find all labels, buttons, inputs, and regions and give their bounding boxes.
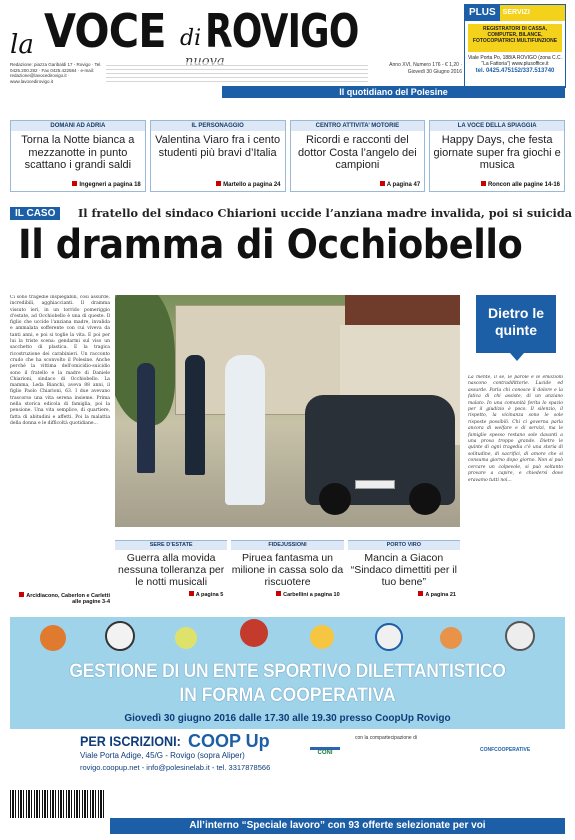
lead-subhead[interactable]: Il fratello del sindaco Chiarioni uccide l’anziana madre invalida, poi si suicida [78, 206, 573, 220]
footer-promo-bar[interactable]: All’interno “Speciale lavoro” con 93 offerte selezionate per voi [110, 818, 565, 834]
sidebar-column [466, 295, 565, 595]
secondary-stories-row [115, 540, 460, 598]
ad-headline-line2: IN FORMA COOPERATIVA [179, 685, 396, 706]
square-bullet-icon [189, 591, 194, 596]
teaser-page-ref: A pagina 47 [380, 181, 420, 188]
ad-contacts[interactable]: rovigo.coopup.net - info@polesinelab.it - tel. 3317878566 [80, 763, 271, 772]
secondary-kicker: SERE D’ESTATE [115, 541, 227, 550]
square-bullet-icon [72, 181, 77, 186]
plus-brand-secondary: SERVIZI [500, 5, 565, 21]
secondary-story[interactable] [115, 540, 227, 598]
teaser-box[interactable] [150, 120, 286, 192]
confcooperative-logo: CONFCOOPERATIVE [480, 747, 531, 753]
ad-address: Viale Porta Adige, 45/G - Rovigo (sopra Aliper) [80, 751, 245, 760]
plus-services: REGISTRATORI DI CASSA, COMPUTER, BILANCE, FOTOCOPIATRICI MULTIFUNZIONE [468, 24, 562, 52]
issue-info: Anno XVI, Numero 176 - € 1,20 · Giovedì 30 Giugno 2016 [389, 62, 462, 75]
ad-date-line: Giovedì 30 giugno 2016 dalle 17.30 alle 19.30 presso CoopUp Rovigo [124, 713, 451, 724]
logo-rovigo: ROVIGO [205, 4, 359, 58]
barcode-icon [10, 790, 105, 818]
square-bullet-icon [216, 181, 221, 186]
masthead [0, 0, 575, 98]
photo-license-plate [355, 480, 395, 489]
photo-officer [185, 355, 205, 475]
square-bullet-icon [19, 592, 24, 597]
sport-ball-icon [375, 623, 403, 651]
square-bullet-icon [380, 181, 385, 186]
coopup-logo: COOP Up [188, 731, 270, 751]
secondary-kicker: FIDEJUSSIONI [231, 541, 343, 550]
coopup-advertisement[interactable] [10, 617, 565, 789]
plus-ad-header [465, 5, 565, 21]
secondary-title: Guerra alla movida nessuna tolleranza per le notti musicali [118, 552, 225, 588]
secondary-title: Piruea fantasma un milione in cassa solo da riscuotere [231, 552, 344, 588]
photo-forensic-investigator [225, 355, 265, 505]
sport-ball-icon [440, 627, 462, 649]
secondary-kicker: PORTO VIRO [348, 541, 460, 550]
logo-voce: VOCE [44, 4, 166, 58]
sidebar-body: La mente, il sé, le parole e le emozioni nascono contraddittorie. Lucide ed assurde. Parla chi conosce il dolore e la fatica di chi assiste, di un anziano malato. In una comunità ferita lo spazio per il giudizio è poco. Il silenzio, il rispetto, la vicinanza sono le sole risposte possibili. Chi ci governa parla ancora di welfare e di servizi, ma le famiglie spesso restano sole davanti a una prova troppo grande. Dietro le quinte di ogni tragedia c'è una storia di solitudine, di sacrifici, di amore che si consuma giorno dopo giorno. Non si può cercare un colpevole, si può soltanto provare a capire, e chiedersi dove eravamo tutti noi... [468, 375, 563, 483]
secondary-story[interactable] [348, 540, 460, 598]
photo-wheel [319, 483, 351, 515]
teaser-kicker: LA VOCE DELLA SPIAGGIA [430, 121, 564, 131]
secondary-title: Mancin a Giacon “Sindaco dimettiti per il tuo bene” [350, 552, 457, 588]
teaser-box[interactable] [429, 120, 565, 192]
sport-ball-icon [240, 619, 268, 647]
teaser-kicker: CENTRO ATTIVITA’ MOTORIE [291, 121, 425, 131]
teaser-box[interactable] [10, 120, 146, 192]
sport-ball-icon [310, 625, 334, 649]
secondary-story[interactable] [231, 540, 343, 598]
logo-di: di [180, 26, 202, 51]
square-bullet-icon [276, 591, 281, 596]
square-bullet-icon [481, 181, 486, 186]
teaser-kicker: DOMANI AD ADRIA [11, 121, 145, 131]
photo-wheel [409, 483, 441, 515]
sport-ball-icon [40, 625, 66, 651]
secondary-page-ref: A pagina 5 [189, 591, 224, 598]
ad-collaboration-label: con la compartecipazione di [355, 735, 417, 741]
square-bullet-icon [418, 591, 423, 596]
tagline-bar: Il quotidiano del Polesine [222, 86, 565, 98]
sidebar-badge[interactable]: Dietro le quinte [476, 295, 556, 353]
masthead-fine-print [106, 62, 368, 84]
ad-sports-balls [10, 617, 565, 657]
sport-ball-icon [505, 621, 535, 651]
lead-byline: Arcidiacono, Caberlon e Carletti alle pagine 3-4 [10, 592, 110, 605]
teaser-row [10, 120, 565, 192]
ad-iscrizioni-title: PER ISCRIZIONI: [80, 733, 181, 749]
teaser-page-ref: Ingegneri a pagina 18 [72, 181, 140, 188]
photo-officer [137, 363, 155, 473]
plus-address: Viale Porta Po, 188/A ROVIGO (zona C.C. “La Fattoria”) www.plusoffice.it [467, 55, 563, 67]
contact-info: Redazione: piazza Garibaldi 17 - Rovigo · Tel. 0425.200.282 · Fax 0425.422584 · e-mail: redazione@lavocedirovigo.it · www.lavocedirovigo.it [10, 62, 102, 84]
teaser-page-ref: Martello a pagina 24 [216, 181, 280, 188]
teaser-page-ref: Roncon alle pagine 14-16 [481, 181, 560, 188]
teaser-title: Valentina Viaro fra i cento studenti più bravi d’Italia [155, 134, 281, 159]
lead-headline[interactable]: Il dramma di Occhiobello [18, 222, 523, 268]
coni-logo: CONI [310, 747, 340, 775]
teaser-kicker: IL PERSONAGGIO [151, 121, 285, 131]
plus-phone: tel. 0425.475152/337.513740 [475, 68, 555, 74]
plus-ad-box[interactable] [464, 4, 566, 88]
section-label: IL CASO [10, 207, 60, 220]
teaser-title: Happy Days, che festa giornate super fra giochi e musica [433, 134, 561, 171]
secondary-page-ref: Carbellini a pagina 10 [276, 591, 340, 598]
lead-subhead-row [10, 206, 573, 222]
teaser-box[interactable] [290, 120, 426, 192]
secondary-page-ref: A pagina 21 [418, 591, 456, 598]
sport-ball-icon [105, 621, 135, 651]
plus-brand: PLUS [465, 5, 500, 21]
logo-la: la [10, 30, 34, 60]
lead-article-body: Ci sono tragedie inspiegabili, così assurde, incredibili, agghiaccianti. Il dramma vissuto ieri, in un torrido pomeriggio d'estate, ad Occhiobello è una di queste. Il figlio che uccide l'anziana madre, invalida e ammalata sofferente con cui viveva da tanti anni, e poi si toglie la vita. E poi per lui la triste scena: gendarmi sul viso un sacchetto di plastica. E la tragica ricostruzione dei carabinieri. Un racconto crudo che ha sconvolto il Polesine. Anche perché la vittima dell'omicidio-suicidio sono il fratello e la madre di Daniele Chiarioni, sindaco di Occhiobello. La mamma, Leda Bianchi, aveva 88 anni, il figlio Paolo Chiarioni, 63. I due avevano trascorso una vita serena insieme. Prima nella storica edicola di famiglia, poi la pensione. Una vita semplice, di quartiere, fatta di abitudini e affetti. Poi la malattia della donna e le difficoltà quotidiane... [10, 295, 110, 426]
teaser-title: Torna la Notte bianca a mezzanotte in punto scattano i grandi saldi [21, 134, 135, 171]
sport-ball-icon [175, 627, 197, 649]
lead-photo[interactable] [115, 295, 460, 527]
teaser-title: Ricordi e racconti del dottor Costa l’angelo dei campioni [298, 134, 417, 171]
ad-headline-line1: GESTIONE DI UN ENTE SPORTIVO DILETTANTISTICO [69, 661, 506, 682]
